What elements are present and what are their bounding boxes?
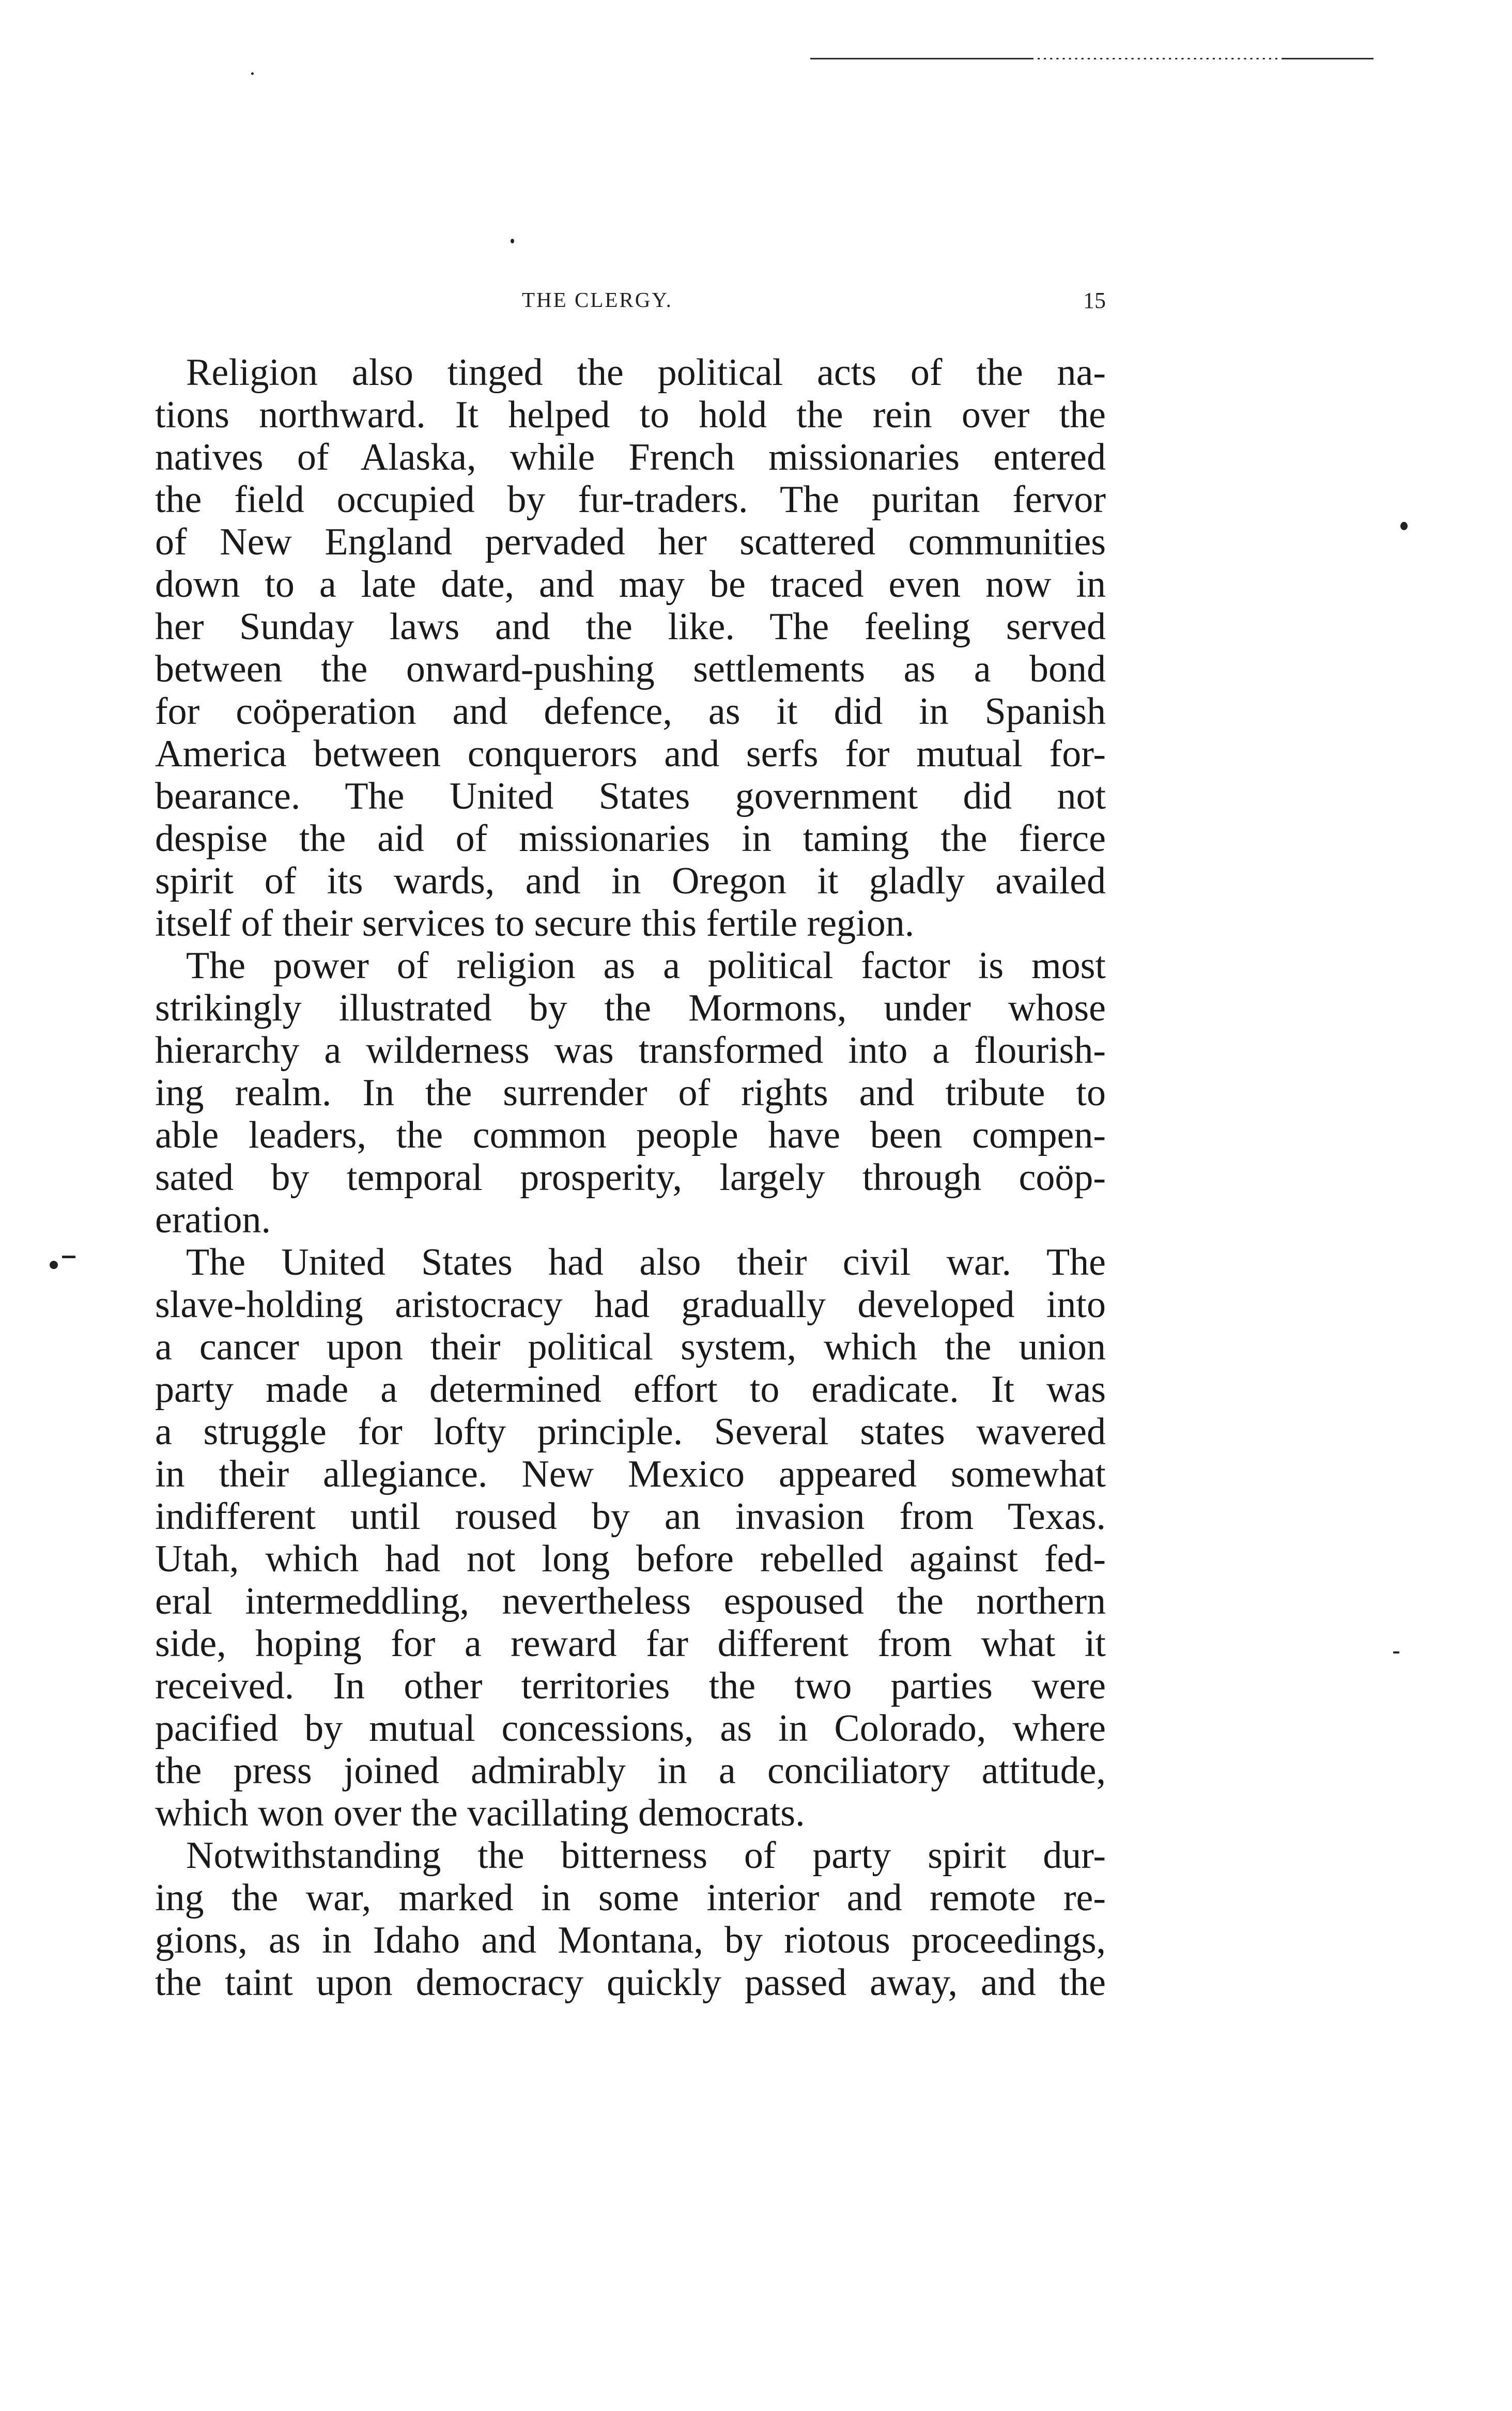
text-line: pacified by mutual concessions, as in Colorado, where: [155, 1707, 1106, 1750]
text-line: gions, as in Idaho and Montana, by riotous proceedings,: [155, 1919, 1106, 1961]
text-line: natives of Alaska, while French missionaries entered: [155, 436, 1106, 478]
text-line: itself of their services to secure this fertile region.: [155, 902, 915, 945]
text-line: The power of religion as a political factor is most: [186, 945, 1106, 987]
text-line: strikingly illustrated by the Mormons, under whose: [155, 987, 1106, 1029]
text-line: the taint upon democracy quickly passed away, and the: [155, 1961, 1106, 2004]
text-line: between the onward-pushing settlements as a bond: [155, 648, 1106, 690]
text-line: which won over the vacillating democrats.: [155, 1792, 805, 1834]
text-line: the press joined admirably in a conciliatory attitude,: [155, 1750, 1106, 1792]
margin-speck: [511, 239, 514, 243]
body-text: [155, 351, 1106, 2004]
text-line: tions northward. It helped to hold the rein over the: [155, 394, 1106, 436]
margin-speck: [50, 1261, 58, 1269]
text-line: down to a late date, and may be traced even now in: [155, 563, 1106, 606]
text-line: a cancer upon their political system, which the union: [155, 1326, 1106, 1368]
running-head: [155, 287, 1106, 318]
text-line: The United States had also their civil war. The: [186, 1241, 1106, 1284]
text-line: side, hoping for a reward far different from what it: [155, 1622, 1106, 1665]
text-line: Utah, which had not long before rebelled against fed-: [155, 1538, 1106, 1580]
text-line: ing realm. In the surrender of rights and tribute to: [155, 1072, 1106, 1114]
text-line: in their allegiance. New Mexico appeared somewhat: [155, 1453, 1106, 1495]
text-line: indifferent until roused by an invasion from Texas.: [155, 1495, 1106, 1538]
text-line: for coöperation and defence, as it did in Spanish: [155, 690, 1106, 733]
text-line: the field occupied by fur-traders. The puritan fervor: [155, 478, 1106, 521]
margin-speck: [62, 1256, 75, 1258]
text-line: received. In other territories the two parties were: [155, 1665, 1106, 1707]
text-line: of New England pervaded her scattered communities: [155, 521, 1106, 563]
text-line: Notwithstanding the bitterness of party spirit dur-: [186, 1834, 1106, 1877]
text-line: slave-holding aristocracy had gradually developed into: [155, 1284, 1106, 1326]
text-line: hierarchy a wilderness was transformed into a flourish-: [155, 1029, 1106, 1072]
margin-speck: [1393, 1651, 1399, 1653]
text-line: ing the war, marked in some interior and remote re-: [155, 1877, 1106, 1919]
margin-speck: [1400, 522, 1408, 530]
text-line: Religion also tinged the political acts of the na-: [186, 351, 1106, 394]
text-line: bearance. The United States government did not: [155, 775, 1106, 817]
text-line: eration.: [155, 1199, 271, 1241]
text-line: a struggle for lofty principle. Several states wavered: [155, 1411, 1106, 1453]
top-rule-gap: [1033, 58, 1282, 60]
text-line: spirit of its wards, and in Oregon it gladly availed: [155, 860, 1106, 902]
text-line: party made a determined effort to eradicate. It was: [155, 1368, 1106, 1411]
running-title: THE CLERGY.: [522, 288, 673, 312]
text-line: despise the aid of missionaries in taming the fierce: [155, 817, 1106, 860]
text-line: able leaders, the common people have been compen-: [155, 1114, 1106, 1156]
text-line: eral intermeddling, nevertheless espoused the northern: [155, 1580, 1106, 1622]
page-number: 15: [1083, 288, 1106, 313]
margin-speck: [251, 72, 254, 75]
text-line: her Sunday laws and the like. The feeling served: [155, 606, 1106, 648]
text-line: America between conquerors and serfs for mutual for-: [155, 733, 1106, 775]
text-line: sated by temporal prosperity, largely through coöp-: [155, 1156, 1106, 1199]
